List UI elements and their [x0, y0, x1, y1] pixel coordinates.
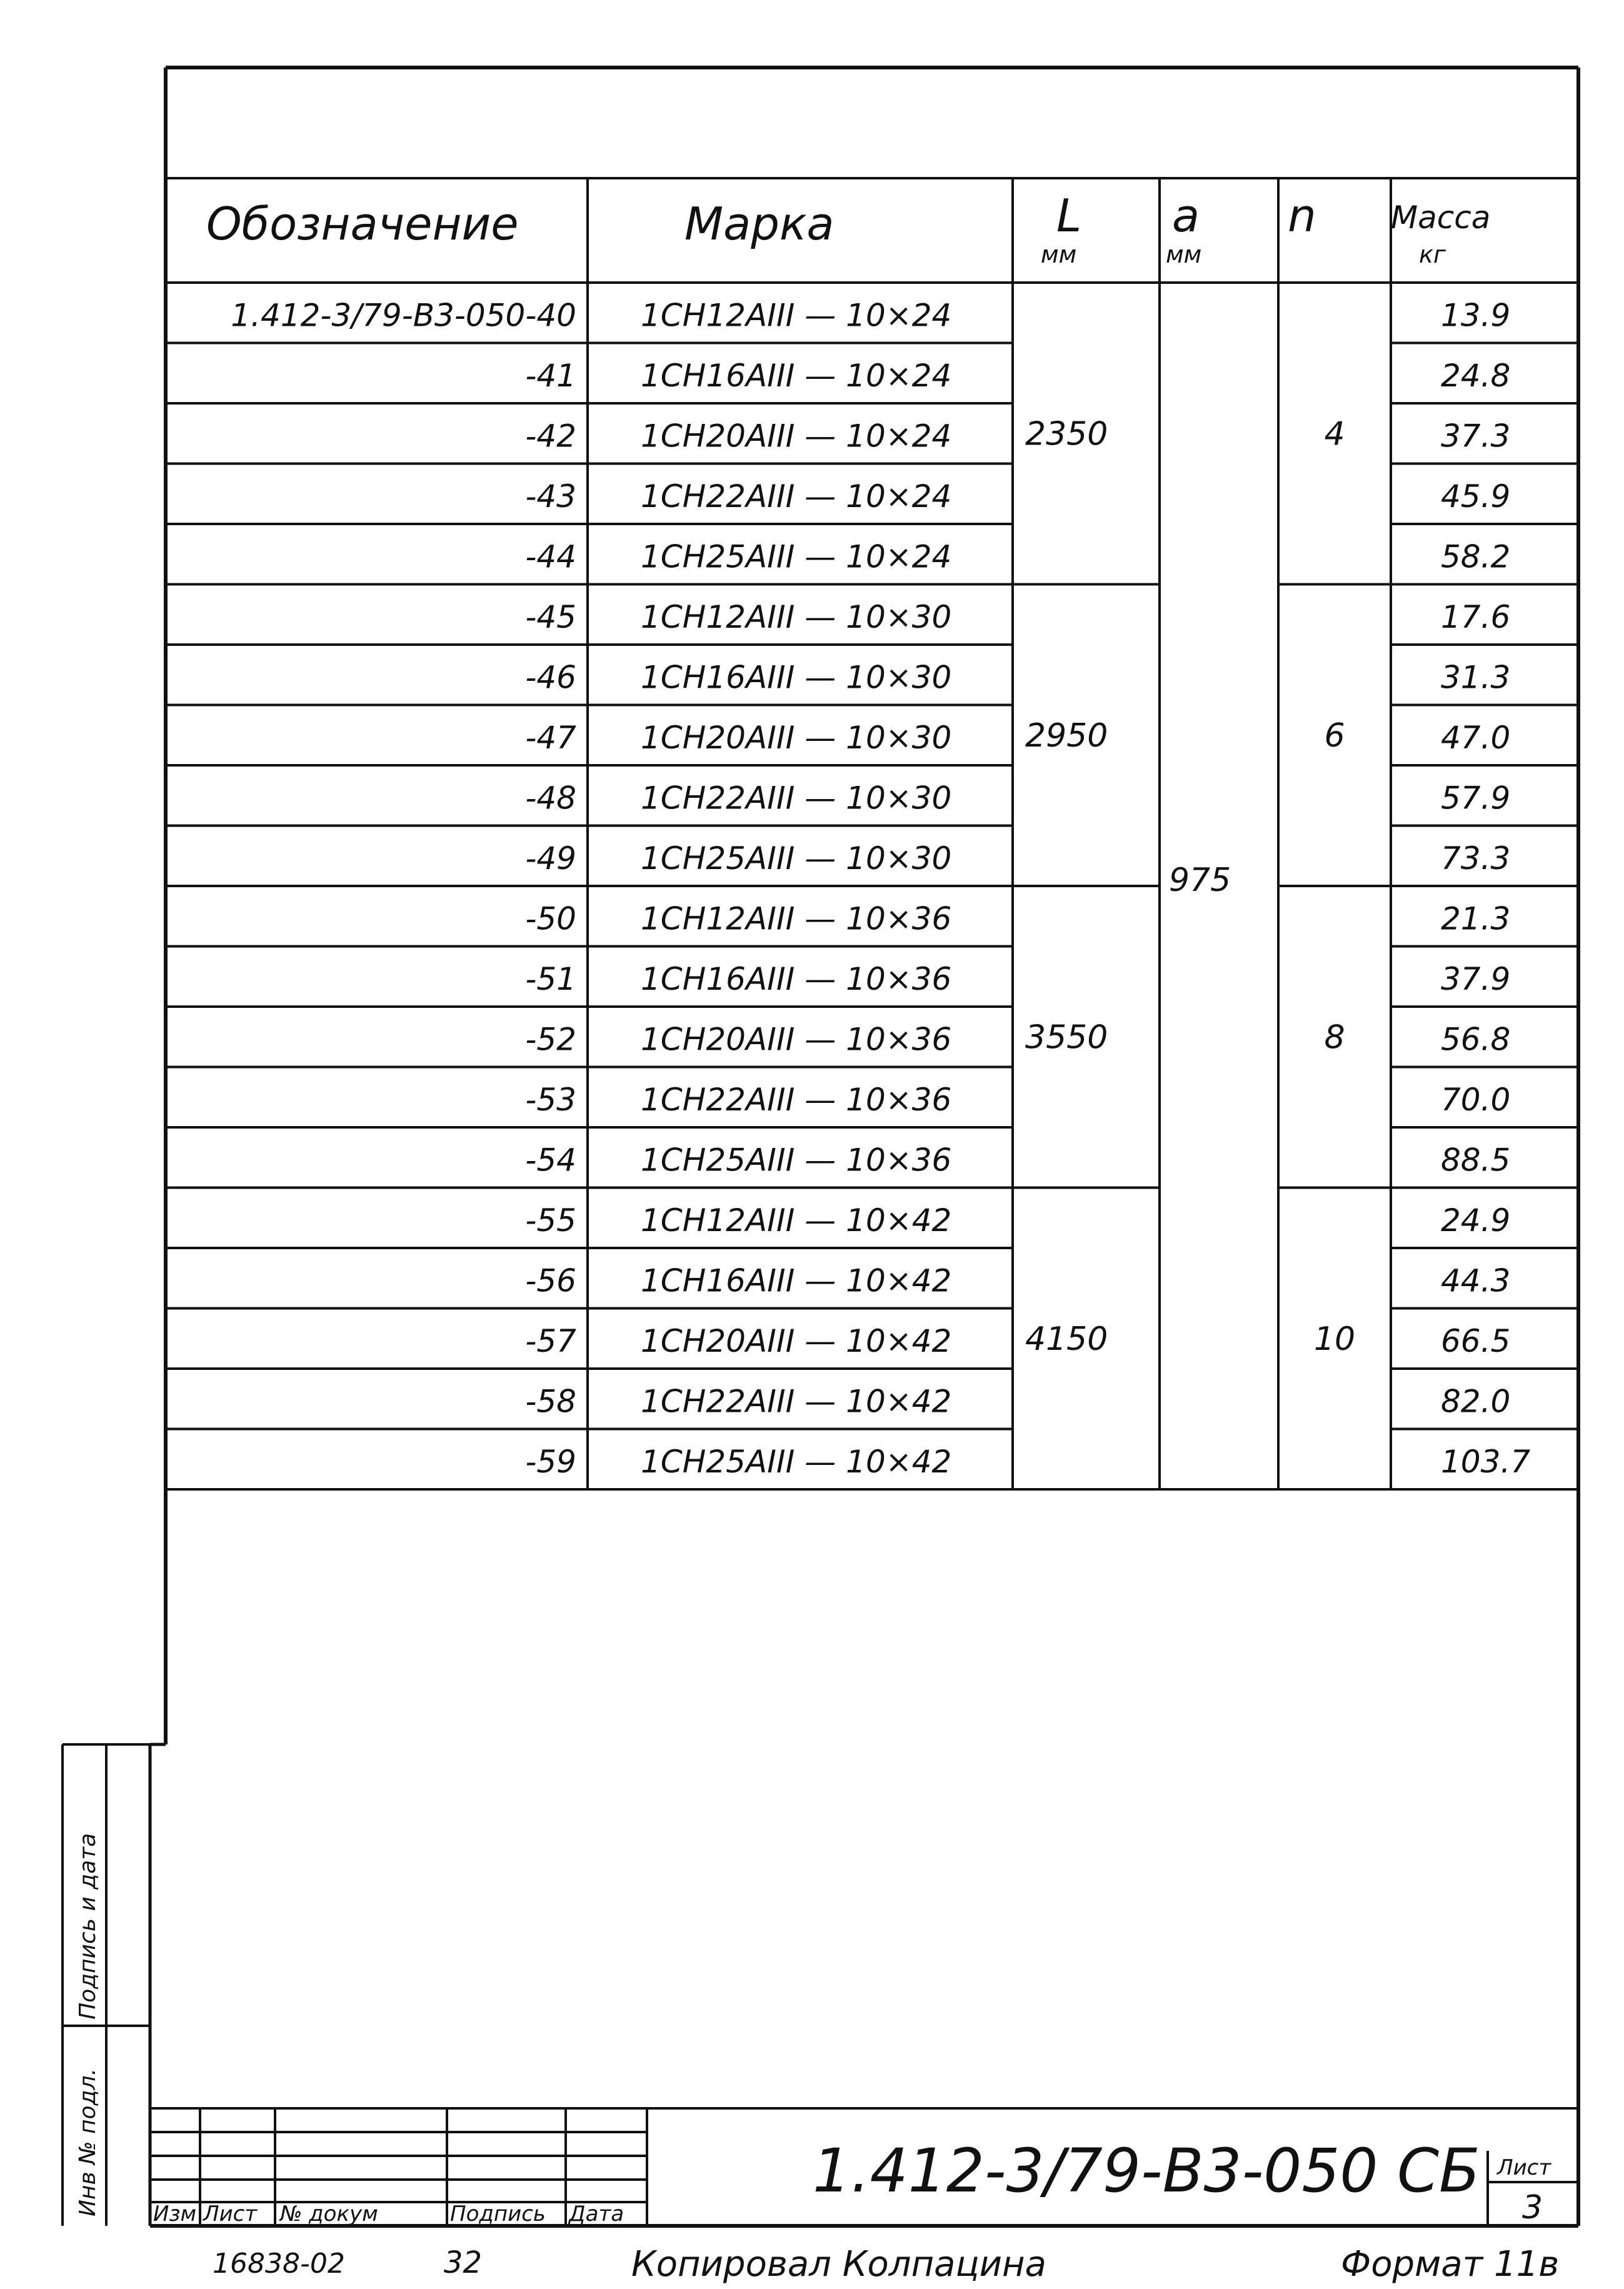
mark-cell: 1СН12АIII — 10×24	[641, 297, 952, 334]
designation-cell: -58	[525, 1383, 576, 1420]
group-n-cell: 10	[1313, 1320, 1356, 1358]
mark-cell: 1СН25АIII — 10×24	[641, 538, 952, 575]
mass-cell: 13.9	[1441, 297, 1511, 334]
designation-cell: -46	[525, 659, 576, 696]
header-length: L	[1056, 189, 1082, 242]
sheet-label: Лист	[1497, 2155, 1551, 2180]
mark-cell: 1СН12АIII — 10×36	[641, 900, 952, 937]
header-mass: Масса	[1391, 199, 1491, 236]
stamp-col-doc: № докум	[280, 2201, 378, 2226]
designation-cell: -49	[525, 840, 576, 877]
mark-cell: 1СН16АIII — 10×24	[641, 357, 952, 394]
designation-cell: -42	[525, 418, 576, 455]
mass-cell: 56.8	[1441, 1021, 1511, 1058]
stamp-col-izm: Изм	[153, 2201, 197, 2226]
designation-cell: -54	[525, 1142, 576, 1179]
sheet-number: 3	[1522, 2189, 1543, 2226]
group-length-cell: 2950	[1025, 717, 1108, 755]
stamp-col-list: Лист	[203, 2201, 258, 2226]
side-sign-date: Подпись и дата	[75, 1833, 101, 2020]
mass-cell: 17.6	[1441, 598, 1511, 635]
mark-cell: 1СН12АIII — 10×30	[641, 598, 952, 635]
designation-cell: -50	[525, 900, 576, 937]
header-mark: Марка	[684, 198, 835, 250]
mark-cell: 1СН22АIII — 10×42	[641, 1383, 952, 1420]
mark-cell: 1СН20АIII — 10×42	[641, 1322, 952, 1359]
mark-cell: 1СН22АIII — 10×36	[641, 1081, 952, 1118]
designation-cell: -52	[525, 1021, 576, 1058]
header-designation: Обозначение	[206, 198, 519, 250]
mark-cell: 1СН25АIII — 10×42	[641, 1443, 952, 1480]
mass-cell: 88.5	[1441, 1142, 1511, 1179]
mass-cell: 66.5	[1441, 1322, 1511, 1359]
mark-cell: 1СН22АIII — 10×24	[641, 478, 952, 515]
mass-cell: 47.0	[1441, 719, 1511, 756]
mass-cell: 58.2	[1441, 538, 1511, 575]
mass-cell: 103.7	[1441, 1443, 1531, 1480]
mass-cell: 44.3	[1441, 1262, 1511, 1299]
document-code: 1.412-3/79-В3-050 СБ	[813, 2136, 1480, 2206]
mark-cell: 1СН25АIII — 10×30	[641, 840, 952, 877]
header-n: n	[1288, 189, 1316, 242]
designation-cell: -45	[525, 598, 576, 635]
designation-cell: 1.412-3/79-В3-050-40	[231, 297, 576, 334]
mass-cell: 21.3	[1441, 900, 1511, 937]
a-value: 975	[1169, 862, 1231, 899]
group-length-cell: 4150	[1025, 1320, 1108, 1358]
footer-format: Формат 11в	[1341, 2244, 1560, 2285]
mass-cell: 82.0	[1441, 1383, 1511, 1420]
designation-cell: -57	[525, 1322, 576, 1359]
header-length-unit: мм	[1041, 241, 1077, 268]
mass-cell: 70.0	[1441, 1081, 1511, 1118]
mark-cell: 1СН16АIII — 10×36	[641, 960, 952, 997]
designation-cell: -41	[525, 357, 576, 394]
mass-cell: 31.3	[1441, 659, 1511, 696]
side-inventory-no: Инв № подл.	[75, 2068, 101, 2216]
mass-cell: 24.8	[1441, 357, 1511, 394]
mark-cell: 1СН12АIII — 10×42	[641, 1202, 952, 1239]
stamp-col-date: Дата	[569, 2201, 624, 2226]
designation-cell: -48	[525, 780, 576, 817]
designation-cell: -59	[525, 1443, 576, 1480]
header-a-unit: мм	[1166, 241, 1202, 268]
mark-cell: 1СН16АIII — 10×30	[641, 659, 952, 696]
footer-page-number: 32	[444, 2245, 483, 2280]
mass-cell: 24.9	[1441, 1202, 1511, 1239]
designation-cell: -56	[525, 1262, 576, 1299]
mass-cell: 73.3	[1441, 840, 1511, 877]
group-n-cell: 4	[1324, 415, 1345, 453]
group-length-cell: 3550	[1025, 1019, 1108, 1057]
group-length-cell: 2350	[1025, 415, 1108, 453]
header-mass-unit: кг	[1419, 241, 1446, 268]
designation-cell: -55	[525, 1202, 576, 1239]
header-a: a	[1172, 189, 1200, 242]
designation-cell: -47	[525, 719, 576, 756]
mass-cell: 57.9	[1441, 780, 1511, 817]
table-body	[231, 297, 1530, 1480]
group-n-cell: 8	[1324, 1019, 1345, 1057]
designation-cell: -44	[525, 538, 576, 575]
mark-cell: 1СН20АIII — 10×36	[641, 1021, 952, 1058]
footer-inventory: 16838-02	[213, 2248, 345, 2280]
group-n-cell: 6	[1324, 717, 1345, 755]
mark-cell: 1СН22АIII — 10×30	[641, 780, 952, 817]
mass-cell: 45.9	[1441, 478, 1511, 515]
mass-cell: 37.9	[1441, 960, 1511, 997]
designation-cell: -51	[525, 960, 576, 997]
mark-cell: 1СН16АIII — 10×42	[641, 1262, 952, 1299]
designation-cell: -43	[525, 478, 576, 515]
stamp-col-sign: Подпись	[450, 2201, 546, 2226]
mark-cell: 1СН25АIII — 10×36	[641, 1142, 952, 1179]
mark-cell: 1СН20АIII — 10×24	[641, 418, 952, 455]
footer-copied-by: Копировал Колпацина	[631, 2244, 1046, 2285]
mass-cell: 37.3	[1441, 418, 1511, 455]
mark-cell: 1СН20АIII — 10×30	[641, 719, 952, 756]
designation-cell: -53	[525, 1081, 576, 1118]
